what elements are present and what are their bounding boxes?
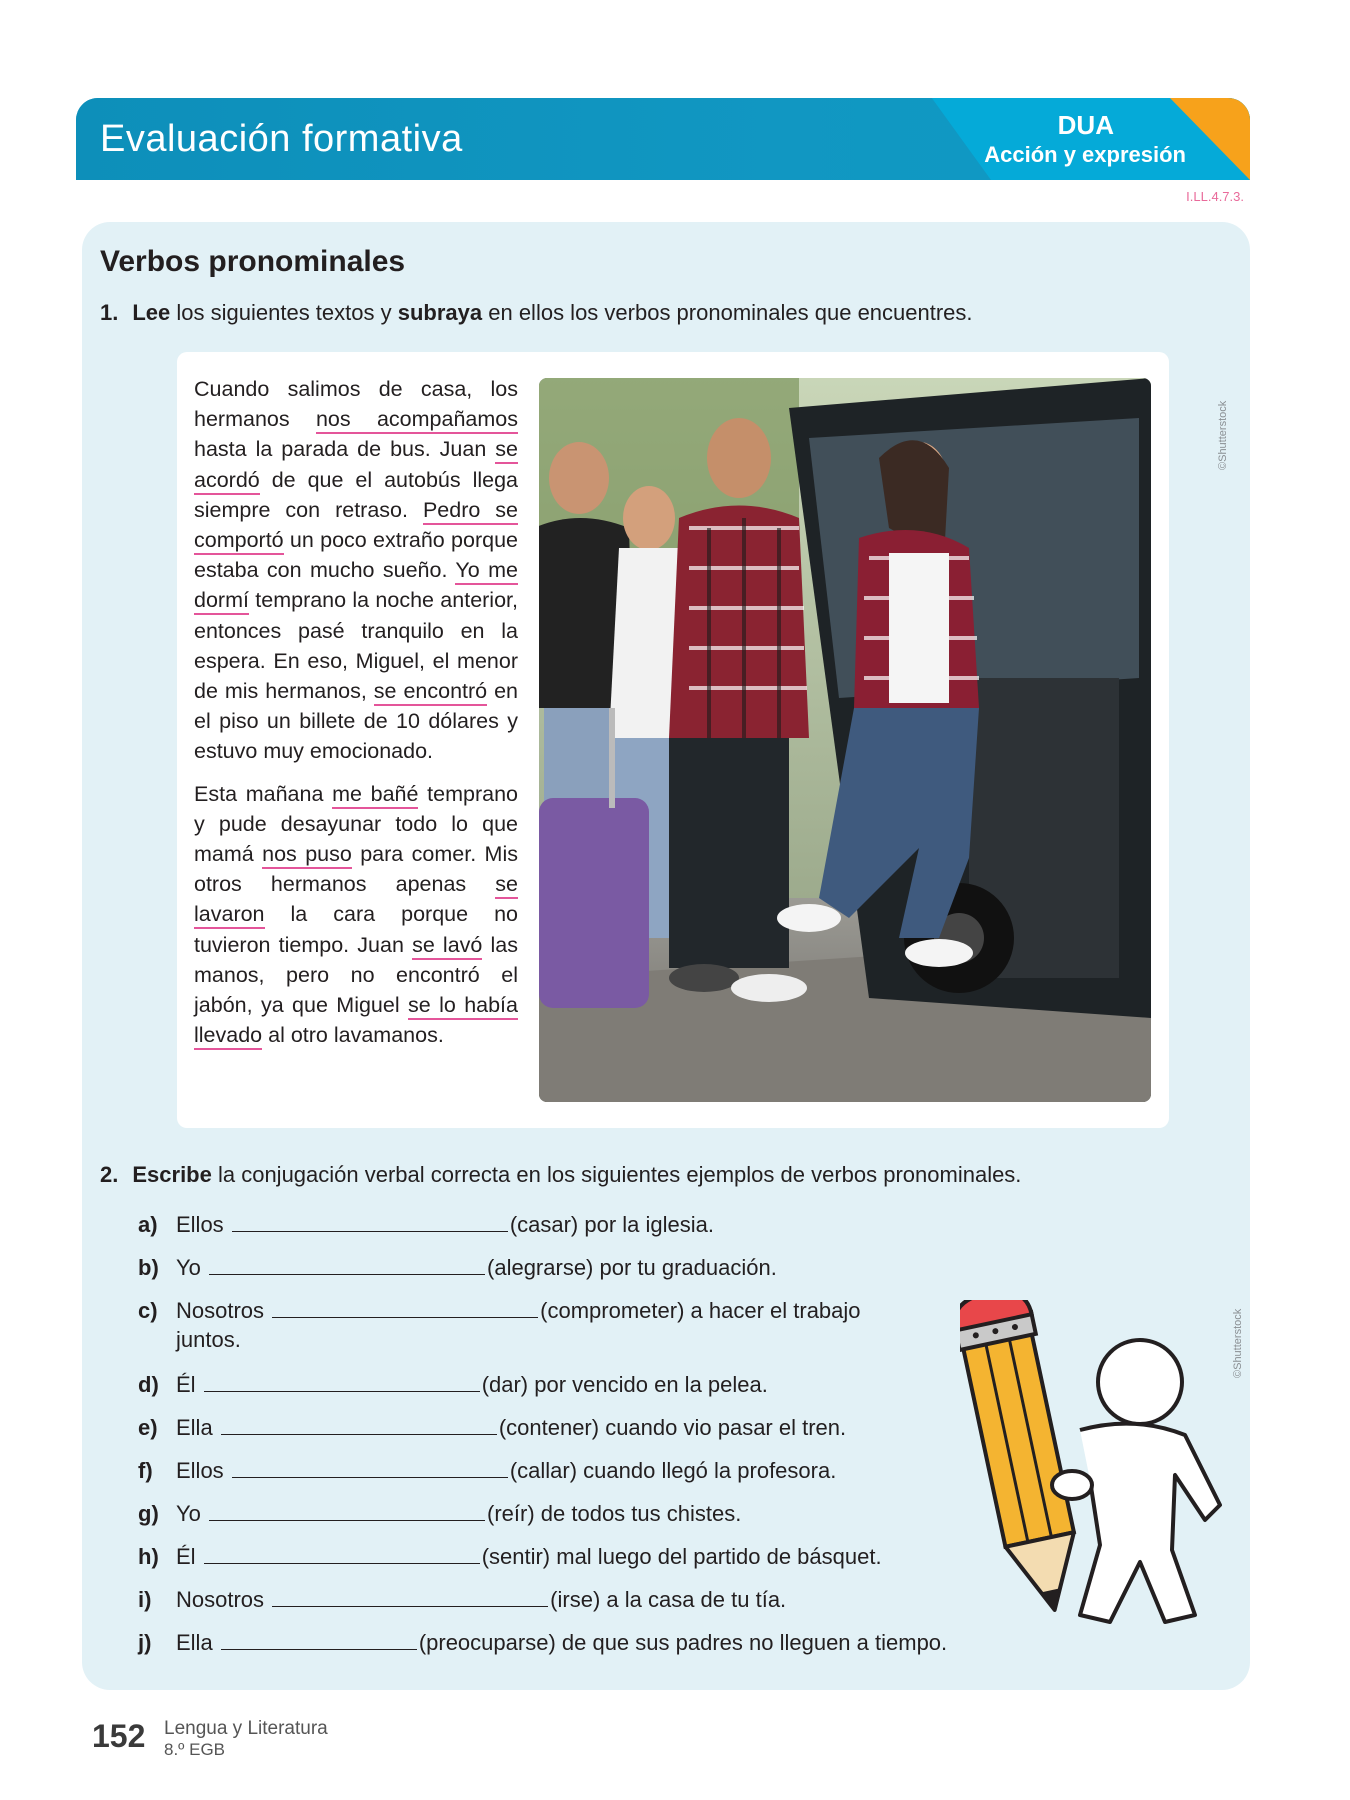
item-letter: g) [138, 1501, 159, 1526]
item-text: (casar) por la iglesia. [509, 1212, 714, 1237]
text-segment: hasta la parada de bus. Juan [194, 437, 496, 462]
underlined-verb: se lavaron [194, 872, 518, 929]
text-segment: Cuando salimos de casa, los hermanos [194, 377, 518, 432]
reading-paragraph-2 [194, 779, 518, 1051]
exercise-item-a [138, 1210, 714, 1238]
answer-blank-b[interactable] [209, 1253, 485, 1275]
item-subject: Nosotros [176, 1587, 265, 1612]
item-subject: Ella [176, 1415, 213, 1440]
item-letter: a) [138, 1212, 158, 1237]
illustration-credit: ©Shutterstock [1232, 1308, 1244, 1378]
answer-blank-f[interactable] [232, 1456, 508, 1478]
bus-stop-photo [539, 378, 1151, 1102]
answer-blank-d[interactable] [204, 1370, 480, 1392]
question-2-verb: Escribe [132, 1162, 212, 1187]
underlined-verb: se lo había llevado [194, 993, 518, 1050]
item-subject: Ella [176, 1630, 213, 1655]
item-letter: i) [138, 1587, 152, 1612]
item-text: (contener) cuando vio pasar el tren. [498, 1415, 847, 1440]
dua-label: DUA [1057, 110, 1114, 140]
question-1-text-1: los siguientes textos y [170, 300, 398, 325]
underlined-verb: nos acompañamos [316, 407, 518, 434]
exercise-item-g [138, 1499, 741, 1527]
underlined-verb: me bañé [332, 782, 418, 809]
underlined-verb: se encontró [374, 679, 487, 706]
answer-blank-g[interactable] [209, 1499, 485, 1521]
item-subject: Él [176, 1544, 196, 1569]
answer-blank-e[interactable] [221, 1413, 497, 1435]
item-text: (alegrarse) por tu graduación. [487, 1255, 777, 1280]
text-segment: de que el autobús llega siempre con retraso. [194, 467, 518, 522]
answer-blank-c[interactable] [272, 1296, 538, 1318]
question-2-text: la conjugación verbal correcta en los siguientes ejemplos de verbos pronominales. [211, 1162, 1022, 1187]
item-text: (reír) de todos tus chistes. [487, 1501, 742, 1526]
pencil-character-icon [960, 1300, 1230, 1650]
text-segment: temprano y pude desayunar todo lo que mamá [194, 781, 518, 867]
dua-subtitle: Acción y expresión [984, 142, 1186, 167]
text-segment: en el piso un billete de 10 dólares y estuvo muy emocionado. [194, 679, 519, 764]
footer-grade: 8.º EGB [164, 1740, 226, 1759]
exercise-item-h [138, 1542, 882, 1570]
pencil-character-illustration [960, 1300, 1230, 1650]
answer-blank-i[interactable] [272, 1585, 548, 1607]
underlined-verb: Yo me dormí [194, 558, 518, 615]
item-text: (irse) a la casa de tu tía. [550, 1587, 787, 1612]
exercise-item-j [138, 1628, 947, 1656]
question-2 [100, 1162, 1021, 1188]
answer-blank-j[interactable] [221, 1628, 417, 1650]
footer-subject: Lengua y Literatura [164, 1718, 328, 1739]
text-segment: las manos, pero no encontró el jabón, ya que Miguel [194, 932, 518, 1018]
exercise-item-b [138, 1253, 777, 1281]
item-text: (preocuparse) de que sus padres no lleguen a tiempo. [418, 1630, 948, 1655]
reading-text [194, 374, 518, 1062]
exercise-item-c-continuation: juntos. [176, 1327, 241, 1352]
item-subject: Yo [176, 1255, 201, 1280]
item-text: (dar) por vencido en la pelea. [481, 1372, 768, 1397]
item-text: (sentir) mal luego del partido de básquet. [481, 1544, 882, 1569]
text-segment: para comer. Mis otros hermanos apenas [194, 842, 518, 897]
page-number: 152 [92, 1718, 146, 1754]
item-subject: Él [176, 1372, 196, 1397]
item-subject: Ellos [176, 1212, 224, 1237]
item-letter: b) [138, 1255, 159, 1280]
item-text: (comprometer) a hacer el trabajo [540, 1298, 861, 1323]
underlined-verb: Pedro se comportó [194, 498, 518, 555]
item-letter: c) [138, 1298, 158, 1323]
question-1-verb-2: subraya [397, 300, 483, 325]
question-1-number: 1. [100, 300, 119, 325]
item-subject: Ellos [176, 1458, 224, 1483]
answer-blank-a[interactable] [232, 1210, 508, 1232]
exercise-item-c [138, 1296, 861, 1324]
question-1-verb-1: Lee [132, 300, 171, 325]
item-subject: Nosotros [176, 1298, 265, 1323]
indicator-code: I.LL.4.7.3. [1186, 189, 1244, 204]
text-segment: al otro lavamanos. [262, 1023, 444, 1048]
item-text: (callar) cuando llegó la profesora. [509, 1458, 837, 1483]
photo-credit: ©Shutterstock [1217, 400, 1229, 470]
header-banner [76, 98, 1250, 180]
section-title: Verbos pronominales [100, 245, 406, 278]
text-segment: Esta mañana [194, 781, 333, 806]
exercise-item-f [138, 1456, 836, 1484]
reading-paragraph-1 [194, 374, 518, 767]
underlined-verb: nos puso [262, 842, 352, 869]
exercise-item-i [138, 1585, 786, 1613]
item-letter: j) [138, 1630, 152, 1655]
underlined-verb: se acordó [194, 437, 518, 494]
item-letter: f) [138, 1458, 153, 1483]
item-letter: e) [138, 1415, 158, 1440]
item-letter: d) [138, 1372, 159, 1397]
question-1-text-2: en ellos los verbos pronominales que encuentres. [482, 300, 973, 325]
underlined-verb: se lavó [412, 933, 482, 960]
item-subject: Yo [176, 1501, 201, 1526]
page-title: Evaluación formativa [100, 118, 463, 160]
exercise-item-e [138, 1413, 846, 1441]
exercise-item-d [138, 1370, 768, 1398]
question-2-number: 2. [100, 1162, 119, 1187]
text-segment: un poco extraño porque estaba con mucho sueño. [194, 528, 518, 583]
item-letter: h) [138, 1544, 159, 1569]
photo-illustration [539, 378, 1151, 1102]
text-segment: la cara porque no tuvieron tiempo. Juan [194, 902, 518, 957]
text-segment: temprano la noche anterior, entonces pasé tranquilo en la espera. En eso, Miguel, el menor de mis hermanos, [194, 588, 518, 704]
answer-blank-h[interactable] [204, 1542, 480, 1564]
question-1 [100, 300, 973, 326]
